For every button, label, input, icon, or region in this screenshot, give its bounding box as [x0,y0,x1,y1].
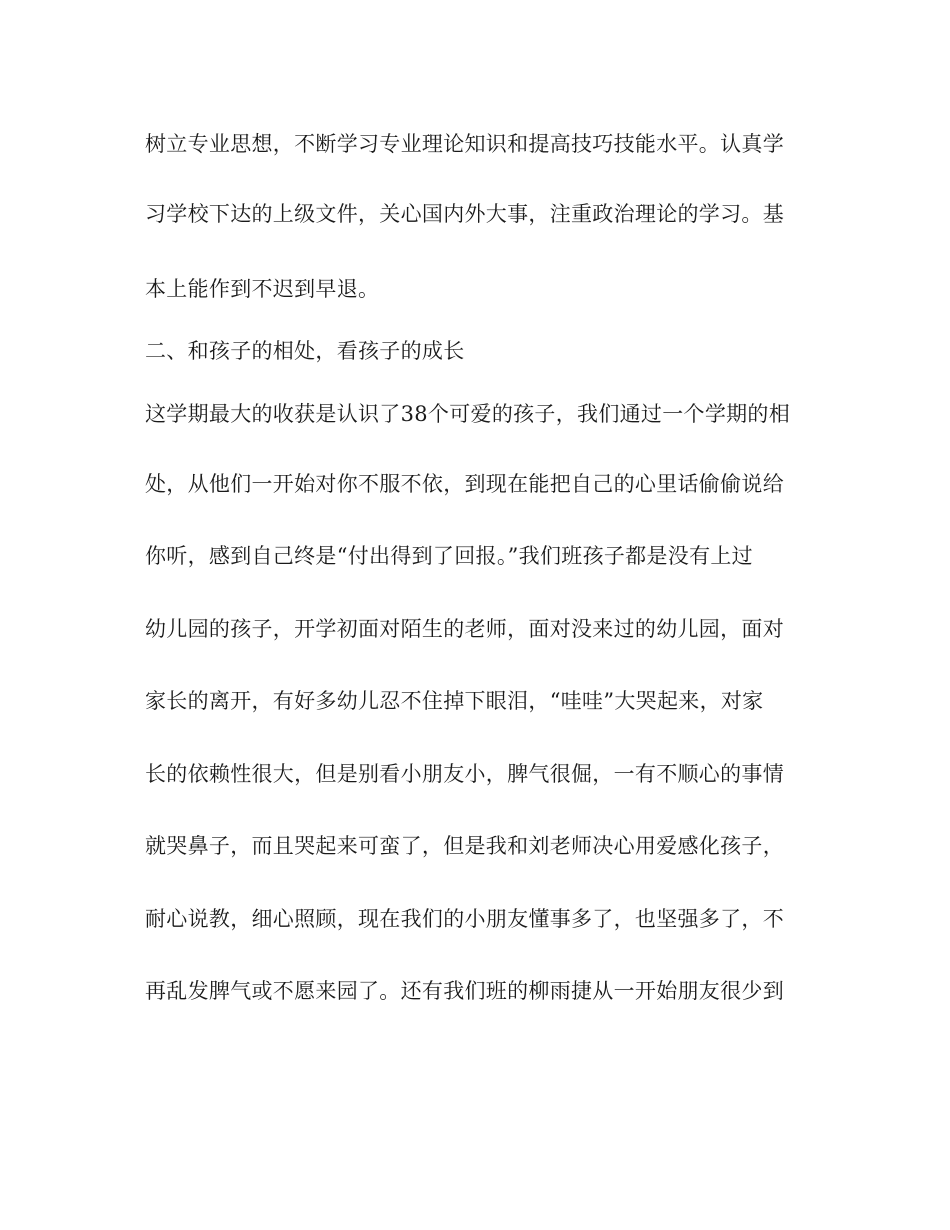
paragraph-line: 你听，感到自己终是“付出得到了回报。”我们班孩子都是没有上过 [145,544,753,568]
paragraph-line: 树立专业思想，不断学习专业理论知识和提高技巧技能水平。认真学 [145,132,784,156]
paragraph-line: 长的依赖性很大，但是别看小朋友小，脾气很倔，一有不顺心的事情 [145,762,784,786]
paragraph-line: 就哭鼻子，而且哭起来可蛮了，但是我和刘老师决心用爱感化孩子， [145,834,784,858]
paragraph-line: 再乱发脾气或不愿来园了。还有我们班的柳雨捷从一开始朋友很少到 [145,979,784,1003]
paragraph-line: 家长的离开，有好多幼儿忍不住掉下眼泪，“哇哇”大哭起来，对家 [145,689,764,713]
paragraph-line: 幼儿园的孩子，开学初面对陌生的老师，面对没来过的幼儿园，面对 [145,617,784,641]
paragraph-line: 处，从他们一开始对你不服不依，到现在能把自己的心里话偷偷说给 [145,472,784,496]
paragraph-line: 习学校下达的上级文件，关心国内外大事，注重政治理论的学习。基 [145,202,784,226]
section-heading: 二、和孩子的相处，看孩子的成长 [145,339,465,363]
paragraph-line: 耐心说教，细心照顾，现在我们的小朋友懂事多了，也坚强多了，不 [145,907,784,931]
paragraph-line: 本上能作到不迟到早退。 [145,277,380,301]
paragraph-line: 这学期最大的收获是认识了38个可爱的孩子，我们通过一个学期的相 [145,402,791,426]
